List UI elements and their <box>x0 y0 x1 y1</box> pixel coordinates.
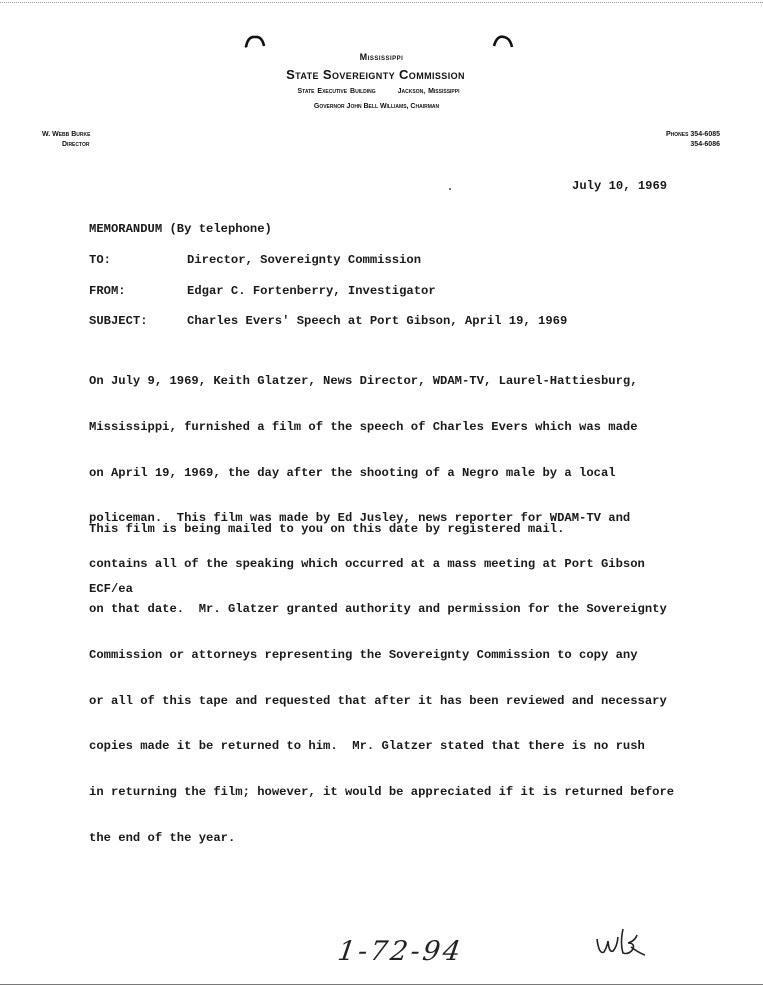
memo-body <box>89 344 674 861</box>
seal-mark-left-icon <box>244 34 266 48</box>
body-line: policeman. This film was made by Ed Jusley, news reporter for WDAM-TV and <box>89 511 631 526</box>
memo-to-label: TO: <box>89 253 111 267</box>
body-line: On July 9, 1969, Keith Glatzer, News Director, WDAM-TV, Laurel-Hattiesburg, <box>89 374 638 389</box>
stray-dot <box>449 188 451 190</box>
body-line: contains all of the speaking which occurred at a mass meeting at Port Gibson <box>89 556 645 571</box>
director-block <box>42 130 90 150</box>
memo-subject-row <box>89 314 567 328</box>
memo-from-row <box>89 284 436 298</box>
memo-subject-value: Charles Evers' Speech at Port Gibson, April 19, 1969 <box>187 314 568 328</box>
memo-closing: This film is being mailed to you on this date by registered mail. <box>89 522 565 536</box>
body-line: in returning the film; however, it would be appreciated if it is returned before <box>89 784 675 799</box>
letterhead-address <box>0 88 763 95</box>
letterhead-city: Jackson, Mississippi <box>397 88 460 95</box>
phone-line-1: Phones 354-6085 <box>666 131 720 138</box>
body-line: Commission or attorneys representing the Sovereignty Commission to copy any <box>89 648 638 663</box>
phones-block <box>666 130 720 150</box>
memo-initials: ECF/ea <box>89 582 133 596</box>
body-line: or all of this tape and requested that after it has been reviewed and necessary <box>89 693 667 708</box>
memo-title: MEMORANDUM (By telephone) <box>89 222 272 236</box>
body-line: copies made it be returned to him. Mr. Glatzer stated that there is no rush <box>89 739 645 754</box>
letterhead-commission: State Sovereignty Commission <box>286 67 465 82</box>
body-line: on April 19, 1969, the day after the shooting of a Negro male by a local <box>89 465 616 480</box>
body-line: Mississippi, furnished a film of the speech of Charles Evers which was made <box>89 420 638 435</box>
body-line: on that date. Mr. Glatzer granted authority and permission for the Sovereignty <box>89 602 667 617</box>
letterhead-state: Mississippi <box>359 52 404 62</box>
memo-to-row <box>89 253 421 267</box>
seal-mark-right-icon <box>492 34 514 48</box>
memo-to-value: Director, Sovereignty Commission <box>187 253 422 267</box>
top-border <box>0 2 763 3</box>
memo-subject-label: SUBJECT: <box>89 314 148 328</box>
handwritten-initials-icon <box>593 925 653 961</box>
handwritten-file-number: 1-72-94 <box>335 936 466 967</box>
letterhead-chairman: Governor John Bell Williams, Chairman <box>313 103 440 110</box>
memo-from-value: Edgar C. Fortenberry, Investigator <box>187 284 436 298</box>
bottom-border <box>0 984 763 985</box>
letterhead-building: State Executive Building <box>297 88 376 95</box>
letterhead <box>0 52 763 110</box>
director-name: W. Webb Burke <box>42 131 91 138</box>
memo-date: July 10, 1969 <box>572 179 668 193</box>
body-line: the end of the year. <box>89 830 236 845</box>
memo-from-label: FROM: <box>89 284 126 298</box>
phone-line-2: 354-6086 <box>690 141 720 148</box>
director-title: Director <box>62 141 90 148</box>
